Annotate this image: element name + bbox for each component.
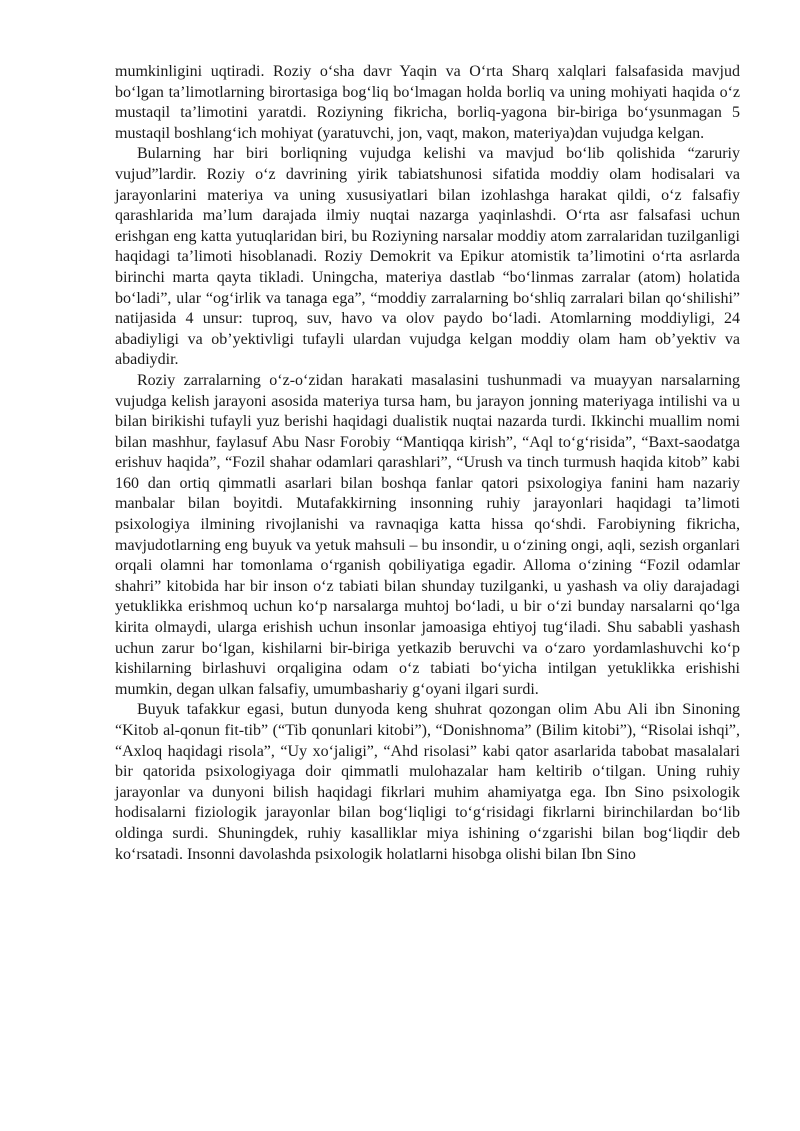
- paragraph-1: mumkinligini uqtiradi. Roziy o‘sha davr Yaqin va O‘rta Sharq xalqlari falsafasida mavjud bo‘lgan ta’limotlarning birortasiga bog‘liq bo‘lmagan holda borliq va uning mohiyati haqida o‘z mustaqil ta’limotini yaratdi. Roziyning fikricha, borliq-yagona bir-biriga bo‘ysunmagan 5 mustaqil boshlang‘ich mohiyat (yaratuvchi, jon, vaqt, makon, materiya)dan vujudga kelgan.: [115, 63, 740, 142]
- paragraph-2: Bularning har biri borliqning vujudga kelishi va mavjud bo‘lib qolishida “zaruriy vujud”lardir. Roziy o‘z davrining yirik tabiatshunosi sifatida moddiy olam hodisalari va jarayonlarini materiya va uning xususiyatlari bilan izohlashga harakat qildi, o‘z falsafiy qarashlarida ma’lum darajada ilmiy nuqtai nazarga yaqinlashdi. O‘rta asr falsafasi uchun erishgan eng katta yutuqlaridan biri, bu Roziyning narsalar moddiy atom zarralaridan tuzilganligi haqidagi ta’limoti hisoblanadi. Roziy Demokrit va Epikur atomistik ta’limotini o‘rta asrlarda birinchi marta qayta tikladi. Uningcha, materiya dastlab “bo‘linmas zarralar (atom) holatida bo‘ladi”, ular “og‘irlik va tanaga ega”, “moddiy zarralarning bo‘shliq zarralari bilan qo‘shilishi” natijasida 4 unsur: tuproq, suv, havo va olov paydo bo‘ladi. Atomlarning moddiyligi, 24 abadiyligi va ob’yektivligi tufayli ulardan vujudga kelgan moddiy olam ham ob’yektiv va abadiydir.: [115, 145, 740, 369]
- paragraph-4: Buyuk tafakkur egasi, butun dunyoda keng shuhrat qozongan olim Abu Ali ibn Sinoning “Kitob al-qonun fit-tib” (“Tib qonunlari kitobi”), “Donishnoma” (Bilim kitobi”), “Risolai ishqi”, “Axloq haqidagi risola”, “Uy xo‘jaligi”, “Ahd risolasi” kabi qator asarlarida tabobat masalalari bir qatorida psixologiyaga doir qimmatli mulohazalar ham keltirib o‘tilgan. Uning ruhiy jarayonlar va dunyoni bilish haqidagi fikrlari muhim ahamiyatga ega. Ibn Sino psixologik hodisalarni fiziologik jarayonlar bilan bog‘liqligi to‘g‘risidagi fikrlarni birinchilardan bo‘lib oldinga surdi. Shuningdek, ruhiy kasalliklar miya ishining o‘zgarishi bilan bog‘liqdir deb ko‘rsatadi. Insonni davolashda psixologik holatlarni hisobga olishi bilan Ibn Sino: [115, 701, 740, 863]
- document-page: [115, 62, 740, 865]
- paragraph-3: Roziy zarralarning o‘z-o‘zidan harakati masalasini tushunmadi va muayyan narsalarning vujudga kelish jarayoni asosida materiya tursa ham, bu jarayon jonning materiyaga intilishi va u bilan birikishi tufayli yuz berishi haqidagi dualistik nuqtai nazarda turdi. Ikkinchi muallim nomi bilan mashhur, faylasuf Abu Nasr Forobiy “Mantiqqa kirish”, “Aql to‘g‘risida”, “Baxt-saodatga erishuv haqida”, “Fozil shahar odamlari qarashlari”, “Urush va tinch turmush haqida kitob” kabi 160 dan ortiq qimmatli asarlari bilan boshqa fanlar qatori psixologiya fanini ham nazariy manbalar bilan boyitdi. Mutafakkirning insonning ruhiy jarayonlari haqidagi ta’limoti psixologiya ilmining rivojlanishi va ravnaqiga katta hissa qo‘shdi. Farobiyning fikricha, mavjudotlarning eng buyuk va yetuk mahsuli – bu insondir, u o‘zining ongi, aqli, sezish organlari orqali olamni har tomonlama o‘rganish qobiliyatiga egadir. Alloma o‘zining “Fozil odamlar shahri” kitobida har bir inson o‘z tabiati bilan shunday tuzilganki, u yashash va oliy darajadagi yetuklikka erishmoq uchun ko‘p narsalarga muhtoj bo‘ladi, u bir o‘zi bunday narsalarni qo‘lga kirita olmaydi, ularga erishish uchun insonlar jamoasiga ehtiyoj tug‘iladi. Shu sababli yashash uchun zarur bo‘lgan, kishilarni bir-biriga yetkazib beruvchi va o‘zaro yordamlashuvchi ko‘p kishilarning birlashuvi orqaligina odam o‘z tabiati bo‘yicha intilgan yetuklikka erishishi mumkin, degan ulkan falsafiy, umumbashariy g‘oyani ilgari surdi.: [115, 371, 740, 698]
